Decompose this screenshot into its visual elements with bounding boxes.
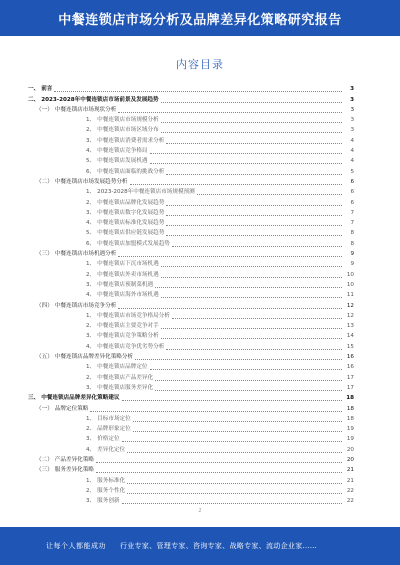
toc-entry-text: 服务创新: [97, 498, 120, 505]
toc-entry[interactable]: [28, 321, 354, 331]
toc-entry-page: 14: [346, 333, 354, 340]
toc-entry-text: 目标市场定位: [97, 415, 131, 422]
toc-entry-page: 3: [350, 96, 354, 103]
toc-entry[interactable]: [28, 105, 354, 115]
toc-leader-dots: [155, 380, 342, 381]
toc-leader-dots: [166, 205, 342, 206]
toc-leader-dots: [155, 390, 342, 391]
toc-leader-dots: [166, 143, 342, 144]
toc-entry[interactable]: [28, 125, 354, 135]
toc-entry-page: 3: [350, 127, 354, 134]
toc-entry-page: 4: [350, 158, 354, 165]
toc-entry-text: 中餐连锁店标准化发展趋势: [97, 220, 165, 227]
toc-leader-dots: [166, 174, 342, 175]
toc-entry-text: 中餐连锁店发展机遇: [97, 158, 148, 165]
toc-entry[interactable]: [28, 218, 354, 228]
toc-entry[interactable]: [28, 300, 354, 310]
toc-entry-page: 3: [350, 117, 354, 124]
toc-entry-label: [86, 125, 159, 135]
toc-leader-dots: [127, 493, 342, 494]
toc-entry-page: 21: [346, 467, 354, 474]
toc-entry-number: （二）: [36, 456, 53, 463]
toc-entry[interactable]: [28, 146, 354, 156]
toc-entry-text: 中餐连锁店品牌差异化策略分析: [54, 354, 134, 361]
toc-entry[interactable]: [28, 444, 354, 454]
toc-entry-number: （二）: [36, 178, 53, 185]
report-header: [0, 0, 400, 36]
toc-entry[interactable]: [28, 84, 354, 94]
toc-entry-number: 2、: [86, 323, 96, 330]
toc-leader-dots: [166, 235, 342, 236]
toc-leader-dots: [161, 297, 342, 298]
toc-entry[interactable]: [28, 135, 354, 145]
toc-entry[interactable]: [28, 166, 354, 176]
toc-entry-label: [86, 496, 120, 506]
toc-entry-page: 12: [346, 312, 354, 319]
toc-entry-text: 中餐连锁店预制菜机遇: [97, 281, 154, 288]
toc-leader-dots: [166, 215, 342, 216]
toc-entry-number: （三）: [36, 251, 53, 258]
toc-entry-number: 4、: [86, 220, 96, 227]
toc-entry-label: [86, 383, 153, 393]
toc-leader-dots: [150, 163, 342, 164]
toc-entry-text: 中餐连锁店竞争格局: [97, 148, 148, 155]
toc-entry-label: [86, 280, 153, 290]
toc-entry-label: [86, 228, 164, 238]
toc-entry[interactable]: [28, 434, 354, 444]
toc-entry-label: [36, 177, 128, 187]
toc-entry-label: [36, 352, 133, 362]
toc-entry-text: 中餐连锁店面临的挑战分析: [97, 168, 165, 175]
toc-leader-dots: [127, 483, 342, 484]
toc-leader-dots: [166, 225, 342, 226]
footer-slogan: 让每个人都能成功: [46, 542, 106, 550]
toc-entry[interactable]: [28, 362, 354, 372]
toc-entry-text: 中餐连锁店市场规模分析: [97, 117, 159, 124]
toc-leader-dots: [166, 349, 342, 350]
toc-entry[interactable]: [28, 115, 354, 125]
toc-entry-text: 中餐连锁店主要竞争对手: [97, 323, 159, 330]
toc-entry-page: 7: [350, 209, 354, 216]
toc-entry-page: 22: [346, 498, 354, 505]
toc-entry-number: 4、: [86, 292, 96, 299]
toc-entry-number: 2、: [86, 374, 96, 381]
toc-entry-number: （五）: [36, 354, 53, 361]
toc-entry-label: [36, 465, 94, 475]
toc-entry-page: 22: [346, 487, 354, 494]
toc-leader-dots: [161, 277, 342, 278]
toc-leader-dots: [161, 132, 342, 133]
toc-entry-page: 9: [350, 251, 354, 258]
toc-entry-page: 18: [346, 415, 354, 422]
page-number: 2: [198, 508, 202, 514]
toc-entry-label: [86, 362, 148, 372]
report-footer: [0, 527, 400, 565]
toc-entry[interactable]: [28, 187, 354, 197]
toc-entry-number: 2、: [86, 426, 96, 433]
toc-entry-page: 20: [346, 456, 354, 463]
toc-entry-page: 6: [350, 189, 354, 196]
toc-entry-number: 1、: [86, 261, 96, 268]
toc-entry[interactable]: [28, 341, 354, 351]
toc-entry-number: 3、: [86, 137, 96, 144]
toc-entry-page: 4: [350, 137, 354, 144]
toc-entry-text: 中餐连锁店数字化发展趋势: [97, 209, 165, 216]
toc-entry-page: 8: [350, 240, 354, 247]
toc-leader-dots: [150, 369, 342, 370]
report-title: 中餐连锁店市场分析及品牌差异化策略研究报告: [58, 12, 342, 28]
toc-entry-label: [86, 208, 164, 218]
toc-entry-number: 3、: [86, 333, 96, 340]
toc-leader-dots: [172, 246, 342, 247]
toc-entry-text: 服务个性化: [97, 487, 126, 494]
toc-entry-text: 价格定位: [97, 436, 120, 443]
toc-leader-dots: [127, 452, 342, 453]
toc-entry-page: 21: [346, 477, 354, 484]
toc-entry-number: 5、: [86, 230, 96, 237]
toc-entry-text: 服务标准化: [97, 477, 126, 484]
toc-entry-text: 中餐连锁店市场机遇分析: [54, 251, 117, 258]
toc-entry-label: [86, 342, 164, 352]
toc-leader-dots: [150, 153, 342, 154]
toc-entry-page: 12: [346, 302, 354, 309]
toc-entry[interactable]: [28, 311, 354, 321]
toc-entry[interactable]: [28, 414, 354, 424]
toc-entry-page: 19: [346, 436, 354, 443]
toc-entry-text: 中餐连锁店加盟模式发展趋势: [97, 240, 170, 247]
toc-leader-dots: [133, 421, 342, 422]
toc-entry-text: 服务差异化策略: [54, 467, 94, 474]
toc-entry-number: 2、: [86, 199, 96, 206]
toc-entry-label: [86, 434, 120, 444]
toc-entry-text: 中餐连锁店下沉市场机遇: [97, 261, 159, 268]
toc-leader-dots: [155, 287, 342, 288]
toc-entry-text: 中餐连锁店产品差异化: [97, 374, 154, 381]
toc-entry-label: [28, 95, 159, 105]
toc-entry-number: 2、: [86, 271, 96, 278]
toc-leader-dots: [118, 256, 342, 257]
toc-entry-label: [86, 167, 164, 177]
toc-leader-dots: [122, 503, 342, 504]
toc-entry-text: 差异化定位: [97, 446, 126, 453]
toc-entry-number: 三、: [28, 395, 40, 402]
toc-entry-label: [86, 156, 148, 166]
toc-entry-text: 2023-2028年中餐连锁店市场规模预测: [97, 189, 195, 196]
toc-entry-text: 前言: [41, 86, 53, 93]
toc-entry-text: 品牌形象定位: [97, 426, 131, 433]
toc-entry-label: [86, 187, 195, 197]
toc-entry-text: 中餐连锁店市场竞争分析: [54, 302, 117, 309]
toc-entry-text: 中餐连锁店消费者需求分析: [97, 137, 165, 144]
toc-entry-label: [86, 259, 159, 269]
toc-entry-label: [28, 84, 52, 94]
toc-entry[interactable]: [28, 465, 354, 475]
toc-entry-number: 1、: [86, 477, 96, 484]
toc-entry-text: 中餐连锁店海外市场机遇: [97, 292, 159, 299]
toc-entry-page: 5: [350, 168, 354, 175]
toc-entry-label: [86, 373, 153, 383]
toc-entry[interactable]: [28, 290, 354, 300]
toc-leader-dots: [118, 112, 342, 113]
toc-leader-dots: [197, 194, 342, 195]
toc-heading: 内容目录: [176, 58, 224, 71]
toc-entry-label: [86, 414, 131, 424]
toc-entry-text: 品牌定位策略: [54, 405, 89, 412]
table-of-contents: [28, 84, 354, 506]
toc-entry-page: 17: [346, 384, 354, 391]
toc-entry-page: 19: [346, 426, 354, 433]
toc-entry-page: 3: [350, 106, 354, 113]
toc-entry-label: [86, 445, 125, 455]
toc-entry[interactable]: [28, 496, 354, 506]
toc-entry[interactable]: [28, 486, 354, 496]
toc-entry-label: [86, 136, 164, 146]
toc-entry-page: 7: [350, 220, 354, 227]
toc-entry-number: 6、: [86, 168, 96, 175]
toc-entry-text: 中餐连锁店品牌定位: [97, 364, 148, 371]
toc-entry-number: 1、: [86, 364, 96, 371]
toc-entry[interactable]: [28, 403, 354, 413]
toc-entry-page: 11: [346, 292, 354, 299]
toc-entry-number: 6、: [86, 240, 96, 247]
toc-entry-label: [86, 476, 125, 486]
toc-entry-text: 2023-2028年中餐连锁店市场前景及发展趋势: [41, 96, 159, 103]
toc-entry-label: [86, 270, 159, 280]
toc-entry-text: 中餐连锁店品牌化发展趋势: [97, 199, 165, 206]
toc-entry-label: [36, 301, 116, 311]
toc-entry-number: 1、: [86, 189, 96, 196]
toc-entry-page: 18: [346, 395, 354, 402]
toc-entry-label: [86, 218, 164, 228]
toc-leader-dots: [96, 472, 342, 473]
toc-entry-page: 20: [346, 446, 354, 453]
toc-leader-dots: [54, 91, 342, 92]
toc-entry[interactable]: [28, 94, 354, 104]
footer-tagline: 行业专家、管理专家、咨询专家、战略专家、流动企业家……: [120, 542, 318, 550]
toc-entry-label: [36, 404, 88, 414]
toc-leader-dots: [122, 400, 342, 401]
toc-entry-number: （四）: [36, 302, 53, 309]
toc-entry-number: （一）: [36, 106, 53, 113]
toc-entry-number: （三）: [36, 467, 53, 474]
toc-entry-number: 2、: [86, 127, 96, 134]
toc-entry-page: 13: [346, 323, 354, 330]
toc-entry-label: [86, 239, 170, 249]
toc-leader-dots: [161, 338, 342, 339]
toc-entry-number: 4、: [86, 343, 96, 350]
toc-entry-label: [86, 290, 159, 300]
toc-entry[interactable]: [28, 383, 354, 393]
toc-entry-label: [86, 321, 159, 331]
toc-entry-page: 4: [350, 148, 354, 155]
toc-entry-number: 1、: [86, 117, 96, 124]
toc-entry-label: [86, 311, 170, 321]
toc-entry-page: 16: [346, 364, 354, 371]
toc-entry-text: 产品差异化策略: [54, 456, 94, 463]
toc-entry[interactable]: [28, 259, 354, 269]
toc-entry-page: 10: [346, 271, 354, 278]
toc-entry-number: 3、: [86, 384, 96, 391]
toc-entry-number: 3、: [86, 436, 96, 443]
toc-entry-label: [36, 105, 116, 115]
toc-entry[interactable]: [28, 455, 354, 465]
toc-entry[interactable]: [28, 208, 354, 218]
toc-entry-number: （一）: [36, 405, 53, 412]
toc-entry-number: 一、: [28, 86, 40, 93]
toc-leader-dots: [135, 359, 342, 360]
toc-entry-label: [86, 115, 159, 125]
toc-entry-text: 中餐连锁店市场区域分布: [97, 127, 159, 134]
toc-entry-page: 3: [350, 86, 354, 93]
toc-entry-label: [86, 198, 164, 208]
toc-entry-number: 2、: [86, 487, 96, 494]
toc-leader-dots: [161, 328, 342, 329]
toc-entry[interactable]: [28, 197, 354, 207]
toc-leader-dots: [118, 308, 342, 309]
toc-entry-page: 18: [346, 405, 354, 412]
toc-entry-number: 3、: [86, 281, 96, 288]
toc-entry-number: 4、: [86, 446, 96, 453]
toc-entry[interactable]: [28, 352, 354, 362]
toc-leader-dots: [96, 462, 342, 463]
toc-entry-label: [86, 486, 125, 496]
toc-entry-number: 1、: [86, 415, 96, 422]
toc-entry-label: [36, 249, 116, 259]
toc-leader-dots: [90, 411, 342, 412]
toc-entry-page: 6: [350, 178, 354, 185]
toc-leader-dots: [130, 184, 342, 185]
toc-entry-number: 3、: [86, 498, 96, 505]
toc-entry-text: 中餐连锁店市场竞争格局分析: [97, 312, 170, 319]
toc-entry-number: 4、: [86, 148, 96, 155]
toc-leader-dots: [161, 122, 342, 123]
toc-entry[interactable]: [28, 393, 354, 403]
toc-entry-text: 中餐连锁店竞争优劣势分析: [97, 343, 165, 350]
toc-entry-text: 中餐连锁店供应链发展趋势: [97, 230, 165, 237]
toc-entry-label: [28, 393, 120, 403]
toc-entry-text: 中餐连锁店市场发展趋势分析: [54, 178, 128, 185]
toc-entry[interactable]: [28, 280, 354, 290]
toc-entry[interactable]: [28, 331, 354, 341]
toc-entry-page: 6: [350, 199, 354, 206]
toc-entry-label: [86, 424, 131, 434]
toc-entry-page: 9: [350, 261, 354, 268]
toc-entry[interactable]: [28, 238, 354, 248]
toc-entry-page: 16: [346, 354, 354, 361]
toc-entry[interactable]: [28, 269, 354, 279]
toc-leader-dots: [172, 318, 342, 319]
toc-entry-page: 8: [350, 230, 354, 237]
toc-entry[interactable]: [28, 249, 354, 259]
toc-entry-text: 中餐连锁店品牌差异化策略建议: [41, 395, 120, 402]
toc-entry[interactable]: [28, 228, 354, 238]
toc-entry-page: 15: [346, 343, 354, 350]
toc-entry[interactable]: [28, 156, 354, 166]
toc-entry-text: 中餐连锁店外卖市场机遇: [97, 271, 159, 278]
toc-entry-text: 中餐连锁店服务差异化: [97, 384, 154, 391]
toc-entry-text: 中餐连锁店市场现状分析: [54, 106, 117, 113]
toc-entry-number: 3、: [86, 209, 96, 216]
toc-entry-label: [36, 455, 94, 465]
toc-entry[interactable]: [28, 177, 354, 187]
toc-entry-label: [86, 146, 148, 156]
toc-entry-number: 二、: [28, 96, 40, 103]
toc-leader-dots: [161, 266, 342, 267]
toc-entry-label: [86, 331, 159, 341]
toc-entry-text: 中餐连锁店竞争策略分析: [97, 333, 159, 340]
toc-entry[interactable]: [28, 424, 354, 434]
toc-leader-dots: [133, 431, 342, 432]
toc-leader-dots: [122, 441, 342, 442]
toc-entry-page: 17: [346, 374, 354, 381]
toc-leader-dots: [161, 102, 342, 103]
toc-entry[interactable]: [28, 372, 354, 382]
toc-entry-number: 5、: [86, 158, 96, 165]
toc-entry-number: 1、: [86, 312, 96, 319]
toc-entry-page: 10: [346, 281, 354, 288]
toc-entry[interactable]: [28, 475, 354, 485]
